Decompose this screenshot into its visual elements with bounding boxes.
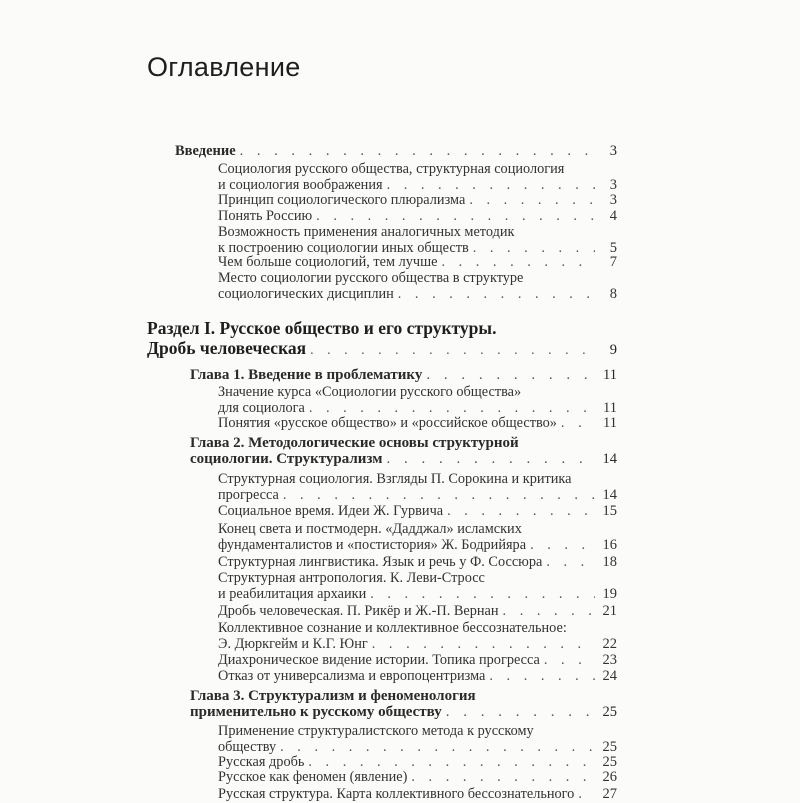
toc-subentry <box>218 555 617 571</box>
dot-leader <box>283 488 595 504</box>
toc-line <box>218 162 617 178</box>
toc-entry-text: для социолога <box>218 399 305 416</box>
toc-subentry <box>218 770 617 786</box>
toc-chapter <box>190 367 617 383</box>
dot-leader <box>473 241 595 257</box>
toc-entry-text: обществу <box>218 738 277 755</box>
dot-leader <box>447 504 595 520</box>
dot-leader <box>310 341 595 361</box>
toc-entry-text: и реабилитация архаики <box>218 585 367 602</box>
page-number: 24 <box>602 668 617 684</box>
toc-line <box>218 504 617 520</box>
toc-line <box>190 451 617 467</box>
toc-line <box>218 787 617 803</box>
toc-subentry <box>218 225 617 256</box>
toc-entry-text: Глава 2. Методологические основы структурной <box>190 435 519 451</box>
dot-leader <box>411 770 595 786</box>
dot-leader <box>578 787 595 803</box>
page-number: 14 <box>602 451 617 467</box>
toc-subentry <box>218 604 617 620</box>
page-number: 3 <box>609 192 617 208</box>
page-number: 3 <box>609 143 617 159</box>
page-number: 25 <box>602 738 617 755</box>
page-number: 21 <box>602 603 617 619</box>
page-title: Оглавление <box>147 52 301 83</box>
page-number: 19 <box>602 585 617 602</box>
page-number: 25 <box>602 754 617 770</box>
toc-line <box>190 704 617 720</box>
toc-line <box>218 401 617 417</box>
dot-leader <box>469 193 595 209</box>
toc-entry-text: Конец света и постмодерн. «Дадджал» исламских <box>218 521 522 537</box>
toc-subentry <box>218 193 617 209</box>
page-number: 11 <box>603 399 617 416</box>
toc-line <box>218 225 617 241</box>
dot-leader <box>240 144 595 160</box>
toc-line <box>218 637 617 653</box>
dot-leader <box>489 669 595 685</box>
toc-line <box>218 522 617 538</box>
toc-line <box>218 669 617 685</box>
page-number: 25 <box>602 704 617 720</box>
toc-subentry <box>218 416 617 432</box>
dot-leader <box>280 740 595 756</box>
dot-leader <box>387 178 595 194</box>
toc-subentry <box>218 522 617 553</box>
toc-entry-text: Отказ от универсализма и европоцентризма <box>218 668 486 684</box>
toc-line <box>218 385 617 401</box>
toc-entry-text: Значение курса «Социологии русского общества» <box>218 384 522 400</box>
toc-line <box>218 416 617 432</box>
toc-line <box>218 193 617 209</box>
dot-leader <box>316 209 595 225</box>
toc-line <box>218 178 617 194</box>
page-number: 15 <box>602 503 617 519</box>
toc-entry-text: Структурная социология. Взгляды П. Сорокина и критика <box>218 471 572 487</box>
page-number: 3 <box>609 176 617 193</box>
dot-leader <box>544 653 595 669</box>
toc-entry-text: Введение <box>175 143 236 159</box>
toc-subentry <box>218 504 617 520</box>
toc-entry-text: Русская структура. Карта коллективного бессознательного <box>218 786 575 802</box>
page-number: 4 <box>609 208 617 224</box>
toc-line <box>218 271 617 287</box>
page-number: 18 <box>602 554 617 570</box>
toc-line <box>218 555 617 571</box>
toc-subentry <box>218 385 617 416</box>
toc-entry-text: Чем больше социологий, тем лучше <box>218 254 438 270</box>
toc-line <box>218 653 617 669</box>
dot-leader <box>530 538 595 554</box>
toc-subentry <box>218 724 617 755</box>
toc-line <box>218 770 617 786</box>
toc-line <box>218 255 617 271</box>
toc-entry-text: Русское как феномен (явление) <box>218 769 408 785</box>
page-number: 14 <box>602 486 617 503</box>
toc-line <box>218 571 617 587</box>
toc-entry-text: Социология русского общества, структурная социология <box>218 161 565 177</box>
toc-entry-text: социологических дисциплин <box>218 285 394 302</box>
toc-entry-text: к построению социологии иных обществ <box>218 239 469 256</box>
toc-subentry <box>218 162 617 193</box>
dot-leader <box>370 587 595 603</box>
toc-line <box>175 144 617 160</box>
toc-entry-text: Применение структуралистского метода к русскому <box>218 723 534 739</box>
toc-line <box>147 338 617 358</box>
toc-subentry <box>218 271 617 302</box>
dot-leader <box>441 255 595 271</box>
page-number: 9 <box>609 342 617 358</box>
page-number: 7 <box>609 254 617 270</box>
toc-entry-text: Понять Россию <box>218 208 313 224</box>
toc-subentry <box>218 787 617 803</box>
toc-entry-text: Структурная лингвистика. Язык и речь у Ф. Соссюра <box>218 554 543 570</box>
toc-entry-text: Возможность применения аналогичных методик <box>218 224 515 240</box>
toc-entry-text: Диахроническое видение истории. Топика прогресса <box>218 652 540 668</box>
toc-subentry <box>218 209 617 225</box>
dot-leader <box>398 287 595 303</box>
toc-part <box>147 318 617 358</box>
toc-subentry <box>218 653 617 669</box>
toc-line <box>190 688 617 704</box>
toc-subentry <box>218 621 617 652</box>
toc-entry-text: фундаменталистов и «постистория» Ж. Бодрийяра <box>218 536 527 553</box>
toc-entry-text: Место социологии русского общества в структуре <box>218 270 524 286</box>
toc-line <box>218 472 617 488</box>
dot-leader <box>503 604 595 620</box>
page-number: 27 <box>602 786 617 802</box>
toc-entry-text: Понятия «русское общество» и «российское общество» <box>218 415 557 431</box>
toc-entry-text: применительно к русскому обществу <box>190 704 442 720</box>
toc-entry-text: Коллективное сознание и коллективное бессознательное: <box>218 620 567 636</box>
toc-entry-text: Русская дробь <box>218 754 305 770</box>
page-number: 26 <box>602 769 617 785</box>
toc-line <box>218 587 617 603</box>
page-number: 16 <box>602 536 617 553</box>
toc-entry-text: Дробь человеческая <box>147 338 307 358</box>
page-number: 5 <box>609 239 617 256</box>
toc-entry-text: и социология воображения <box>218 176 383 193</box>
toc-entry-text: Глава 1. Введение в проблематику <box>190 367 423 383</box>
page-number: 11 <box>603 367 617 383</box>
toc-line <box>147 318 617 338</box>
dot-leader <box>386 451 595 467</box>
page-number: 22 <box>602 635 617 652</box>
toc-subentry <box>218 571 617 602</box>
toc-line <box>218 740 617 756</box>
toc-entry-text: Социальное время. Идеи Ж. Гурвича <box>218 503 444 519</box>
toc-line <box>218 538 617 554</box>
toc-line <box>218 724 617 740</box>
toc-entry-text: Дробь человеческая. П. Рикёр и Ж.-П. Вернан <box>218 603 499 619</box>
toc-chapter <box>190 435 617 467</box>
page-number: 23 <box>602 652 617 668</box>
toc-entry-text: Э. Дюркгейм и К.Г. Юнг <box>218 635 368 652</box>
toc-line <box>218 209 617 225</box>
toc-line <box>218 287 617 303</box>
toc-entry-text: Структурная антропология. К. Леви-Стросс <box>218 570 485 586</box>
toc-line <box>218 621 617 637</box>
toc-line <box>190 367 617 383</box>
dot-leader <box>446 704 595 720</box>
toc-intro <box>175 144 617 160</box>
toc-line <box>190 435 617 451</box>
page-number: 8 <box>609 285 617 302</box>
toc-entry-text: прогресса <box>218 486 279 503</box>
dot-leader <box>309 401 595 417</box>
dot-leader <box>546 555 595 571</box>
toc-subentry <box>218 669 617 685</box>
toc-entry-text: социологии. Структурализм <box>190 451 383 467</box>
toc-subentry <box>218 255 617 271</box>
page-number: 11 <box>603 415 617 431</box>
toc-entry-text: Принцип социологического плюрализма <box>218 192 466 208</box>
toc-line <box>218 604 617 620</box>
toc-line <box>218 488 617 504</box>
dot-leader <box>372 637 595 653</box>
dot-leader <box>426 367 595 383</box>
toc-subentry <box>218 472 617 503</box>
toc-entry-text: Раздел I. Русское общество и его структуры. <box>147 318 497 338</box>
toc-chapter <box>190 688 617 720</box>
toc-entry-text: Глава 3. Структурализм и феноменология <box>190 688 476 704</box>
dot-leader <box>561 416 595 432</box>
